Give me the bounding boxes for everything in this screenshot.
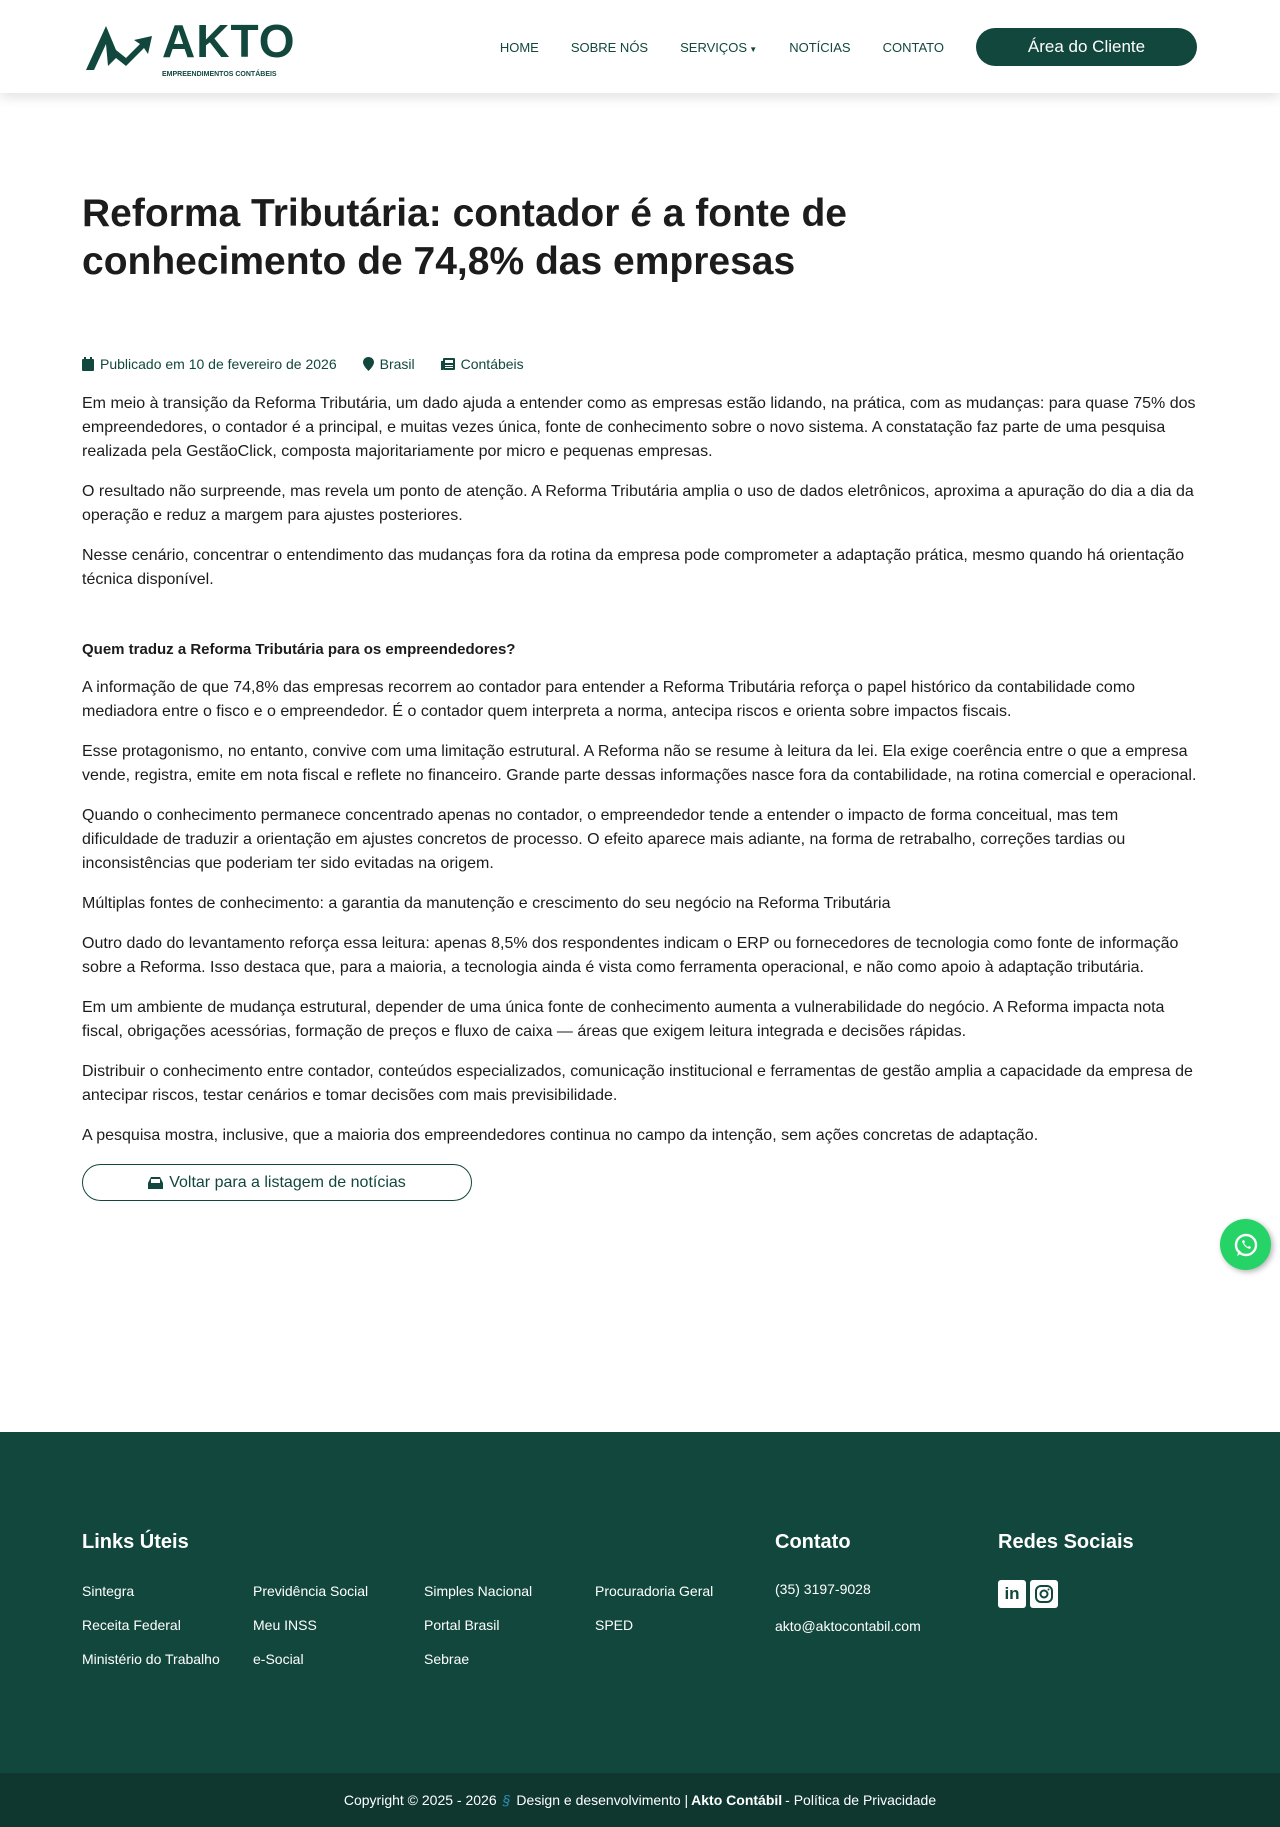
nav-sobre[interactable]: SOBRE NÓS: [570, 39, 649, 55]
paragraph: Outro dado do levantamento reforça essa leitura: apenas 8,5% dos respondentes indicam o ERP ou fornecedores de tecnologia como fonte de informação sobre a Reforma. Isso destaca que, para a maioria, a tecnologia ainda é vista como ferramenta operacional, e não como apoio à adaptação tributária.: [82, 935, 1179, 976]
site-header: [0, 0, 1280, 93]
phone-link[interactable]: (35) 3197-9028: [775, 1581, 871, 1597]
nav-home[interactable]: HOME: [499, 39, 539, 55]
paragraph: Em meio à transição da Reforma Tributária, um dado ajuda a entender como as empresas estão lidando, na prática, com as mudanças: para quase 75% dos empreendedores, o contador é a principal, e muitas vezes única, fonte de conhecimento sobre o novo sistema. A constatação faz parte de uma pesquisa realizada pela GestãoClick, composta majoritariamente por micro e pequenas empresas.: [82, 395, 1196, 460]
footer-link[interactable]: Portal Brasil: [424, 1617, 500, 1633]
paragraph: Quando o conhecimento permanece concentrado apenas no contador, o empreendedor tende a entender o impacto de forma conceitual, mas tem dificuldade de traduzir a orientação em ajustes concretos de processo. O efeito aparece mais adiante, na forma de retrabalho, correções tardias ou inconsistências que poderiam ter sido evitadas na origem.: [82, 807, 1126, 872]
privacy-link[interactable]: - Política de Privacidade: [785, 1792, 937, 1808]
article-body: [82, 392, 1198, 1148]
back-label: Voltar para a listagem de notícias: [169, 1173, 406, 1191]
paragraph: Distribuir o conhecimento entre contador, conteúdos especializados, comunicação institucional e ferramentas de gestão amplia a capacidade da empresa de antecipar riscos, testar cenários e tomar decisões com mais previsibilidade.: [82, 1063, 1193, 1104]
inbox-icon: [148, 1177, 163, 1189]
footer-link[interactable]: Simples Nacional: [424, 1583, 533, 1599]
paragraph: A pesquisa mostra, inclusive, que a maioria dos empreendedores continua no campo da intenção, sem ações concretas de adaptação.: [82, 1127, 1039, 1144]
social-links: [998, 1580, 1058, 1608]
client-area-button[interactable]: Área do Cliente: [976, 28, 1197, 66]
logo[interactable]: [82, 14, 296, 80]
paragraph: Múltiplas fontes de conhecimento: a garantia da manutenção e crescimento do seu negócio na Reforma Tributária: [82, 895, 891, 912]
nav-noticias[interactable]: NOTÍCIAS: [789, 39, 851, 55]
footer-link[interactable]: Sebrae: [424, 1651, 470, 1667]
linkedin-icon[interactable]: in: [998, 1580, 1026, 1608]
links-title: Links Úteis: [82, 1531, 189, 1553]
instagram-icon[interactable]: [1030, 1580, 1058, 1608]
map-pin-icon: [363, 357, 374, 371]
paragraph: Nesse cenário, concentrar o entendimento das mudanças fora da rotina da empresa pode comprometer a adaptação prática, mesmo quando há orientação técnica disponível.: [82, 547, 1184, 588]
paragraph: A informação de que 74,8% das empresas recorrem ao contador para entender a Reforma Tributária reforça o papel histórico da contabilidade como mediadora entre o fisco e o empreendedor. É o contador quem interpreta a norma, antecipa riscos e orienta sobre impactos fiscais.: [82, 679, 1136, 720]
footer-link[interactable]: e-Social: [253, 1651, 304, 1667]
back-to-news-button[interactable]: [82, 1164, 472, 1201]
contact-title: Contato: [775, 1531, 851, 1553]
article-meta: [82, 356, 1198, 372]
paragraph: Em um ambiente de mudança estrutural, depender de uma única fonte de conhecimento aumenta a vulnerabilidade do negócio. A Reforma impacta nota fiscal, obrigações acessórias, formação de preços e fluxo de caixa — áreas que exigem leitura integrada e decisões rápidas.: [82, 999, 1165, 1040]
footer-link[interactable]: Receita Federal: [82, 1617, 181, 1633]
calendar-icon: [82, 357, 94, 371]
location: Brasil: [379, 356, 415, 372]
article-title: Reforma Tributária: contador é a fonte de conhecimento de 74,8% das empresas: [82, 192, 847, 283]
published-date: Publicado em 10 de fevereiro de 2026: [100, 356, 337, 372]
footer-link[interactable]: Previdência Social: [253, 1583, 369, 1599]
paragraph: Esse protagonismo, no entanto, convive com uma limitação estrutural. A Reforma não se resume à leitura da lei. Ela exige coerência entre o que a empresa vende, registra, emite em nota fiscal e reflete no financeiro. Grande parte dessas informações nasce fora da contabilidade, na rotina comercial e operacional.: [82, 743, 1197, 784]
newspaper-icon: [441, 358, 455, 370]
nav-contato[interactable]: CONTATO: [882, 39, 944, 55]
developer-logo-icon: §: [502, 1792, 511, 1808]
footer-link[interactable]: Meu INSS: [253, 1617, 317, 1633]
whatsapp-button[interactable]: [1220, 1219, 1271, 1270]
footer-link[interactable]: Procuradoria Geral: [595, 1583, 714, 1599]
caret-down-icon: ▼: [747, 44, 758, 54]
logo-subtitle: EMPREENDIMENTOS CONTÁBEIS: [162, 71, 277, 78]
footer-link[interactable]: Sintegra: [82, 1583, 135, 1599]
site-footer: [0, 1432, 1280, 1773]
email-link[interactable]: akto@aktocontabil.com: [775, 1618, 921, 1634]
article: [82, 190, 1198, 1201]
logo-text: AKTO: [162, 15, 296, 67]
logo-text-block: [162, 14, 296, 80]
main-nav: [500, 28, 1197, 66]
social-title: Redes Sociais: [998, 1531, 1134, 1553]
design-credit: Design e desenvolvimento |: [516, 1792, 689, 1808]
copyright: Copyright © 2025 - 2026: [343, 1792, 497, 1808]
footer-link[interactable]: Ministério do Trabalho: [82, 1651, 220, 1667]
paragraph: O resultado não surpreende, mas revela um ponto de atenção. A Reforma Tributária amplia o uso de dados eletrônicos, aproxima a apuração do dia a dia da operação e reduz a margem para ajustes posteriores.: [82, 483, 1194, 524]
logo-arrow-icon: [82, 20, 154, 74]
nav-servicos-label: SERVIÇOS: [680, 39, 748, 55]
footer-link[interactable]: SPED: [595, 1617, 634, 1633]
nav-servicos[interactable]: [680, 40, 757, 55]
copyright-bar: [0, 1773, 1280, 1827]
whatsapp-icon: [1233, 1232, 1259, 1258]
subheading: Quem traduz a Reforma Tributária para os empreendedores?: [82, 641, 516, 658]
company-link[interactable]: Akto Contábil: [691, 1792, 783, 1808]
category: Contábeis: [460, 356, 524, 372]
